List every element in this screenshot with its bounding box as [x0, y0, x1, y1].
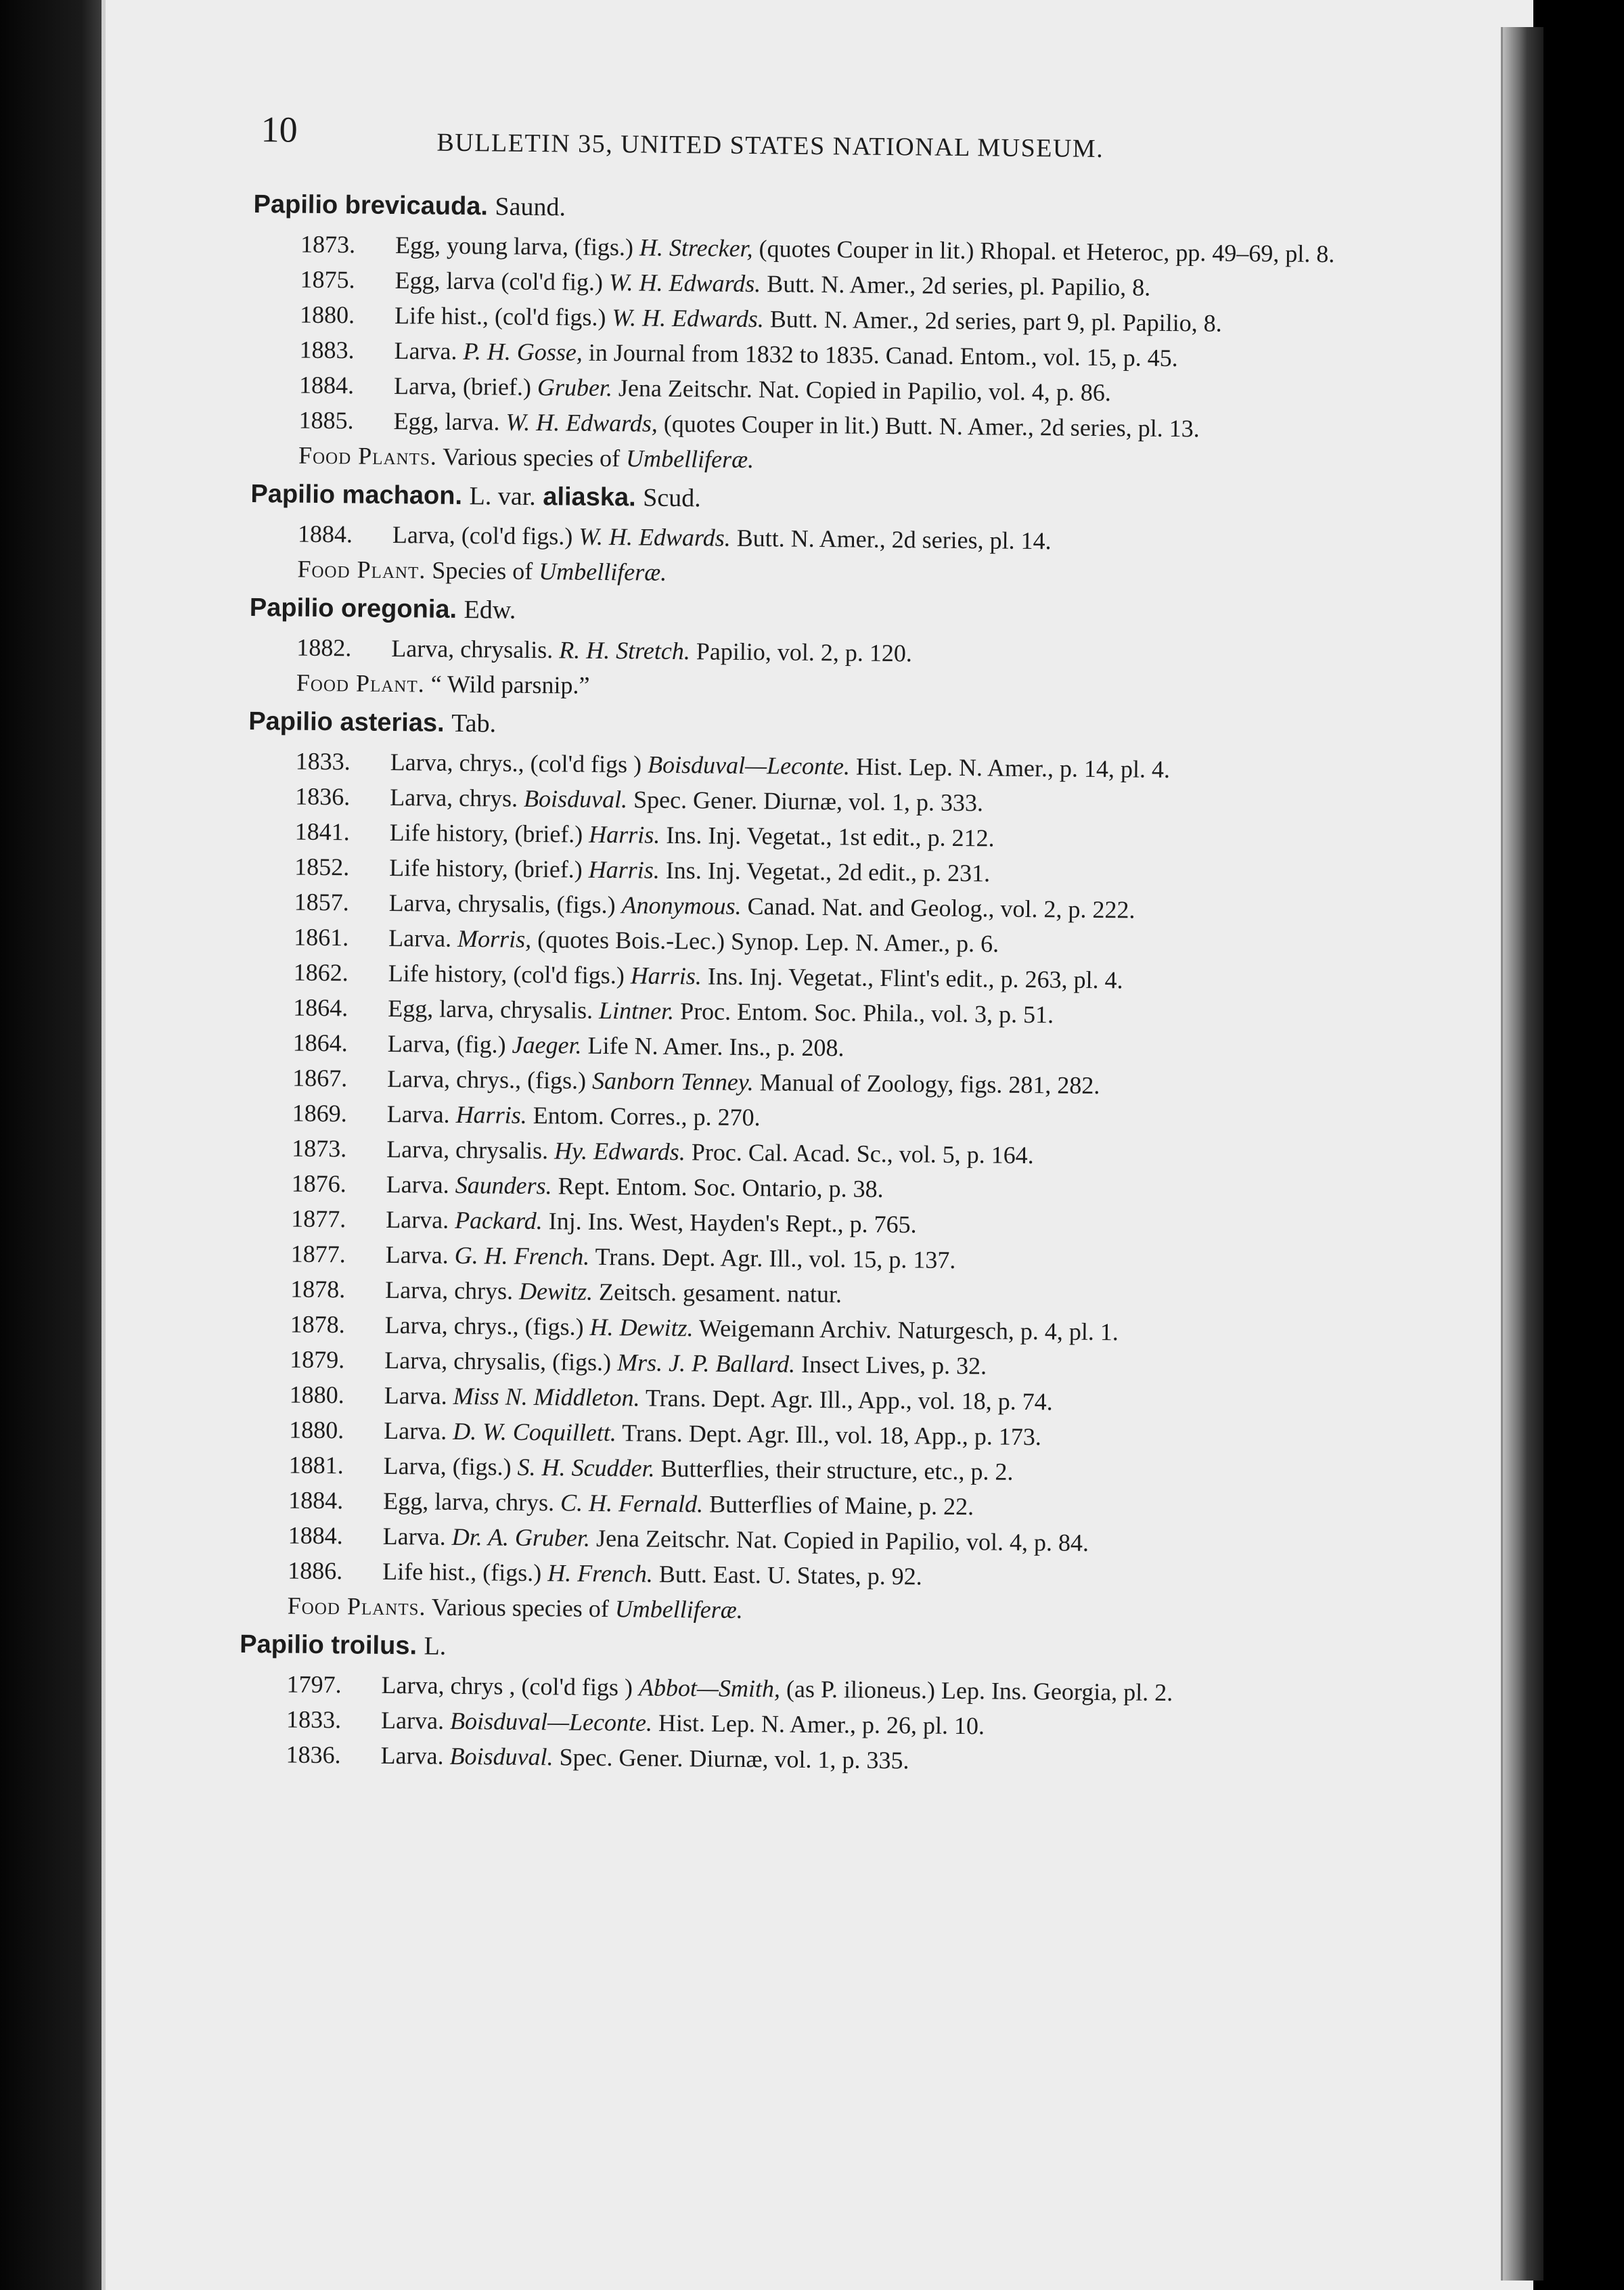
page-header — [254, 108, 1493, 195]
entry-author: Saunders. — [455, 1171, 552, 1200]
entry-description: Larva, chrysalis, (figs.) — [384, 1346, 612, 1376]
entry-description: Egg, larva, chrysalis. — [388, 994, 593, 1024]
entry-author: Gruber. — [537, 374, 613, 402]
left-page-edge — [0, 0, 102, 2290]
entry-description: Larva, chrys., (figs.) — [387, 1064, 587, 1094]
food-label: Food Plant. — [296, 669, 425, 698]
species-heading — [240, 1627, 1478, 1674]
entry-reference: Jena Zeitschr. Nat. Copied in Papilio, vol. 4, p. 84. — [595, 1524, 1089, 1556]
entry-description: Life history, (brief.) — [389, 853, 583, 883]
entry-year: 1862. — [293, 958, 348, 987]
entry-description: Larva. — [388, 924, 452, 952]
entry-description: Larva. — [385, 1240, 449, 1269]
entry-year: 1885. — [298, 406, 354, 434]
species-name: Papilio troilus. — [240, 1630, 418, 1661]
entry-year: 1836. — [295, 782, 351, 811]
entry-description: Larva, chrysalis. — [386, 1135, 549, 1165]
species-author: Saund. — [495, 192, 566, 222]
entry-reference: Spec. Gener. Diurnæ, vol. 1, p. 335. — [559, 1743, 909, 1774]
entry-reference: (quotes Bois.-Lec.) Synop. Lep. N. Amer., p. 6. — [537, 926, 999, 958]
entry-year: 1877. — [291, 1205, 346, 1233]
entry-description: Larva, (brief.) — [393, 372, 532, 401]
entry-year: 1864. — [292, 1029, 348, 1057]
entry-description: Egg, larva. — [393, 407, 500, 436]
variety-author: Scud. — [643, 483, 701, 513]
entry-year: 1841. — [294, 817, 350, 846]
entry-year: 1886. — [288, 1556, 343, 1585]
entry-author: Sanborn Tenney. — [591, 1067, 754, 1096]
entry-reference: Butterflies of Maine, p. 22. — [708, 1490, 974, 1521]
entry-reference: Ins. Inj. Vegetat., 1st edit., p. 212. — [666, 821, 995, 852]
entry-author: W. H. Edwards. — [579, 522, 731, 552]
entry-author: D. W. Coquillett. — [452, 1417, 617, 1447]
entry-reference: (quotes Couper in lit.) Rhopal. et Heteroc, pp. 49–69, pl. 8. — [759, 235, 1335, 268]
entry-year: 1852. — [294, 853, 350, 881]
species-heading — [250, 476, 1489, 524]
entry-year: 1873. — [300, 230, 356, 259]
entry-author: Harris. — [589, 820, 660, 849]
entry-description: Larva. — [380, 1706, 445, 1734]
entry-author: H. French. — [547, 1559, 654, 1588]
entry-year: 1884. — [298, 371, 355, 399]
food-text: Species of — [432, 556, 533, 585]
entry-reference: (quotes Couper in lit.) Butt. N. Amer., 2d series, pl. 13. — [663, 409, 1200, 443]
entry-year: 1884. — [288, 1486, 344, 1514]
entry-description: Larva, (col'd figs.) — [392, 520, 573, 550]
food-label: Food Plant. — [297, 555, 426, 584]
food-species: Umbelliferæ. — [539, 558, 667, 586]
entry-description: Larva, (fig.) — [387, 1029, 506, 1058]
entry-year: 1861. — [294, 923, 349, 951]
entry-year: 1867. — [292, 1064, 348, 1092]
entry-year: 1876. — [291, 1169, 346, 1198]
food-label: Food Plants. — [298, 441, 438, 470]
entry-reference: Trans. Dept. Agr. Ill., vol. 15, p. 137. — [595, 1242, 956, 1274]
entry-reference: Life N. Amer. Ins., p. 208. — [587, 1031, 844, 1062]
book-page — [102, 0, 1533, 2290]
species-author: L. — [424, 1632, 447, 1661]
entry-reference: Zeitsch. gesament. natur. — [598, 1278, 842, 1308]
species-author: L. var. — [469, 482, 536, 512]
food-species: Umbelliferæ. — [614, 1595, 743, 1624]
entry-year: 1884. — [288, 1521, 343, 1550]
entry-year: 1869. — [292, 1099, 347, 1127]
book-spine — [1501, 27, 1543, 2281]
entry-year: 1880. — [289, 1416, 344, 1444]
entry-description: Larva, (figs.) — [383, 1452, 512, 1481]
entry-description: Larva, chrys., (figs.) — [384, 1311, 584, 1341]
entry-description: Larva. — [384, 1416, 447, 1445]
entry-description: Life hist., (col'd figs.) — [394, 302, 606, 331]
entry-description: Larva. — [382, 1522, 446, 1550]
entry-reference: Spec. Gener. Diurnæ, vol. 1, p. 333. — [633, 786, 984, 817]
entry-year: 1833. — [286, 1705, 342, 1734]
entry-reference: Trans. Dept. Agr. Ill., vol. 18, App., p. 173. — [622, 1419, 1042, 1451]
entry-reference: Ins. Inj. Vegetat., 2d edit., p. 231. — [665, 856, 991, 887]
entry-author: P. H. Gosse, — [463, 337, 583, 366]
entry-year: 1836. — [286, 1741, 341, 1769]
species-author: Edw. — [464, 596, 516, 625]
entry-description: Larva. — [386, 1205, 449, 1234]
entry-year: 1884. — [297, 520, 353, 548]
entry-author: Harris. — [455, 1100, 527, 1129]
entry-year: 1880. — [289, 1380, 344, 1409]
entry-description: Larva, chrysalis. — [391, 634, 554, 664]
entry-year: 1880. — [299, 300, 355, 329]
entry-author: Lintner. — [598, 996, 675, 1025]
entry-description: Larva, chrys , (col'd figs ) — [381, 1671, 633, 1701]
entry-year: 1881. — [288, 1451, 344, 1479]
entry-description: Egg, larva (col'd fig.) — [394, 267, 604, 296]
entry-description: Larva, chrysalis, (figs.) — [388, 889, 616, 919]
entry-year: 1878. — [290, 1310, 345, 1339]
entry-year: 1857. — [294, 888, 349, 916]
entry-year: 1873. — [292, 1134, 347, 1163]
entry-description: Life history, (col'd figs.) — [388, 959, 625, 989]
entry-reference: in Journal from 1832 to 1835. Canad. Entom., vol. 15, p. 45. — [588, 338, 1178, 372]
entry-description: Larva. — [380, 1741, 444, 1770]
variety-name: aliaska. — [543, 482, 636, 512]
food-text: Various species of — [431, 1593, 609, 1623]
entry-description: Larva. — [394, 337, 457, 365]
food-text: Various species of — [443, 443, 621, 472]
entry-year: 1877. — [290, 1240, 346, 1268]
entry-description: Egg, larva, chrys. — [383, 1487, 555, 1517]
entry-year: 1875. — [300, 265, 355, 294]
species-author: Tab. — [451, 709, 497, 738]
entry-description: Larva, chrys. — [390, 783, 518, 812]
page-number: 10 — [261, 109, 298, 150]
entry-reference: (as P. ilioneus.) Lep. Ins. Georgia, pl. 2. — [786, 1675, 1173, 1707]
entry-author: Dr. A. Gruber. — [451, 1523, 591, 1552]
entry-author: Packard. — [454, 1206, 543, 1235]
entry-author: C. H. Fernald. — [560, 1489, 704, 1518]
entry-author: Morris, — [457, 924, 532, 953]
entry-reference: Butt. N. Amer., 2d series, pl. Papilio, 8. — [767, 270, 1151, 301]
entry-year: 1864. — [293, 993, 348, 1022]
entry-reference: Butt. N. Amer., 2d series, part 9, pl. Papilio, 8. — [769, 305, 1222, 337]
entry-description: Larva. — [386, 1170, 449, 1198]
entry-author: W. H. Edwards, — [505, 408, 658, 437]
entry-reference: Butterflies, their structure, etc., p. 2. — [660, 1454, 1014, 1485]
food-label: Food Plants. — [287, 1592, 426, 1621]
species-name: Papilio oregonia. — [249, 593, 457, 624]
entry-author: Boisduval. — [523, 784, 628, 813]
entry-reference: Hist. Lep. N. Amer., p. 26, pl. 10. — [658, 1709, 985, 1740]
entry-reference: Jena Zeitschr. Nat. Copied in Papilio, vol. 4, p. 86. — [618, 374, 1112, 407]
entry-author: H. Strecker, — [639, 233, 753, 263]
entry-author: G. H. French. — [454, 1241, 590, 1270]
entry-author: Dewitz. — [518, 1277, 593, 1305]
entry-author: Boisduval—Leconte. — [647, 750, 851, 780]
entry-reference: Weigemann Archiv. Naturgesch, p. 4, pl. 1. — [698, 1314, 1119, 1346]
entry-author: Boisduval—Leconte. — [449, 1707, 653, 1736]
entry-reference: Inj. Ins. West, Hayden's Rept., p. 765. — [548, 1207, 917, 1238]
entry-reference: Hist. Lep. N. Amer., p. 14, pl. 4. — [855, 753, 1171, 784]
entry-author: R. H. Stretch. — [559, 636, 691, 665]
entry-reference: Canad. Nat. and Geolog., vol. 2, p. 222. — [747, 893, 1135, 924]
entry-author: Miss N. Middleton. — [453, 1382, 640, 1412]
entry-description: Life hist., (figs.) — [382, 1557, 542, 1587]
entry-reference: Proc. Cal. Acad. Sc., vol. 5, p. 164. — [691, 1138, 1034, 1169]
entry-year: 1883. — [299, 336, 355, 364]
entry-author: Harris. — [630, 962, 702, 990]
entry-reference: Insect Lives, p. 32. — [800, 1350, 987, 1380]
entry-author: Hy. Edwards. — [554, 1137, 686, 1166]
entry-reference: Manual of Zoology, figs. 281, 282. — [759, 1069, 1100, 1100]
entry-reference: Proc. Entom. Soc. Phila., vol. 3, p. 51. — [679, 997, 1054, 1029]
species-heading — [248, 704, 1487, 751]
entry-reference: Ins. Inj. Vegetat., Flint's edit., p. 263, pl. 4. — [707, 962, 1123, 994]
entry-description: Larva, chrys. — [385, 1276, 514, 1305]
species-heading — [250, 590, 1488, 637]
entry-author: Anonymous. — [621, 891, 742, 920]
page-content — [238, 108, 1493, 1783]
entry-author: Abbot—Smith, — [638, 1674, 781, 1703]
entry-description: Larva, chrys., (col'd figs ) — [390, 748, 642, 778]
entry-reference: Rept. Entom. Soc. Ontario, p. 38. — [558, 1172, 884, 1203]
entry-description: Larva. — [386, 1100, 450, 1128]
entry-reference: Butt. East. U. States, p. 92. — [658, 1560, 922, 1590]
entry-description: Life history, (brief.) — [389, 818, 583, 848]
entry-author: Harris. — [588, 855, 660, 884]
entry-year: 1882. — [296, 633, 352, 662]
entry-reference: Entom. Corres., p. 270. — [533, 1102, 761, 1131]
entry-author: Jaeger. — [512, 1031, 582, 1059]
entry-description: Larva. — [384, 1381, 447, 1410]
entry-reference: Papilio, vol. 2, p. 120. — [696, 637, 913, 667]
species-name: Papilio machaon. — [250, 479, 463, 510]
entry-author: W. H. Edwards. — [608, 269, 761, 298]
entry-year: 1833. — [295, 747, 351, 776]
running-head: BULLETIN 35, UNITED STATES NATIONAL MUSEUM. — [436, 128, 1104, 164]
entry-reference: Butt. N. Amer., 2d series, pl. 14. — [736, 524, 1052, 555]
entry-author: Boisduval. — [449, 1742, 554, 1771]
entry-year: 1878. — [290, 1275, 346, 1303]
species-heading — [253, 187, 1491, 234]
entry-year: 1797. — [286, 1670, 342, 1699]
food-species: Umbelliferæ. — [625, 445, 754, 474]
species-list — [238, 187, 1491, 1783]
entry-year: 1879. — [290, 1345, 345, 1374]
entry-author: S. H. Scudder. — [517, 1453, 655, 1482]
entry-description: Egg, young larva, (figs.) — [394, 231, 634, 261]
entry-reference: Trans. Dept. Agr. Ill., App., vol. 18, p. 74. — [645, 1384, 1053, 1416]
entry-author: W. H. Edwards. — [612, 304, 765, 333]
species-name: Papilio brevicauda. — [253, 189, 489, 221]
food-text: “ Wild parsnip.” — [430, 670, 590, 699]
entry-author: H. Dewitz. — [589, 1313, 694, 1342]
species-name: Papilio asterias. — [248, 706, 445, 738]
entry-author: Mrs. J. P. Ballard. — [616, 1349, 796, 1378]
